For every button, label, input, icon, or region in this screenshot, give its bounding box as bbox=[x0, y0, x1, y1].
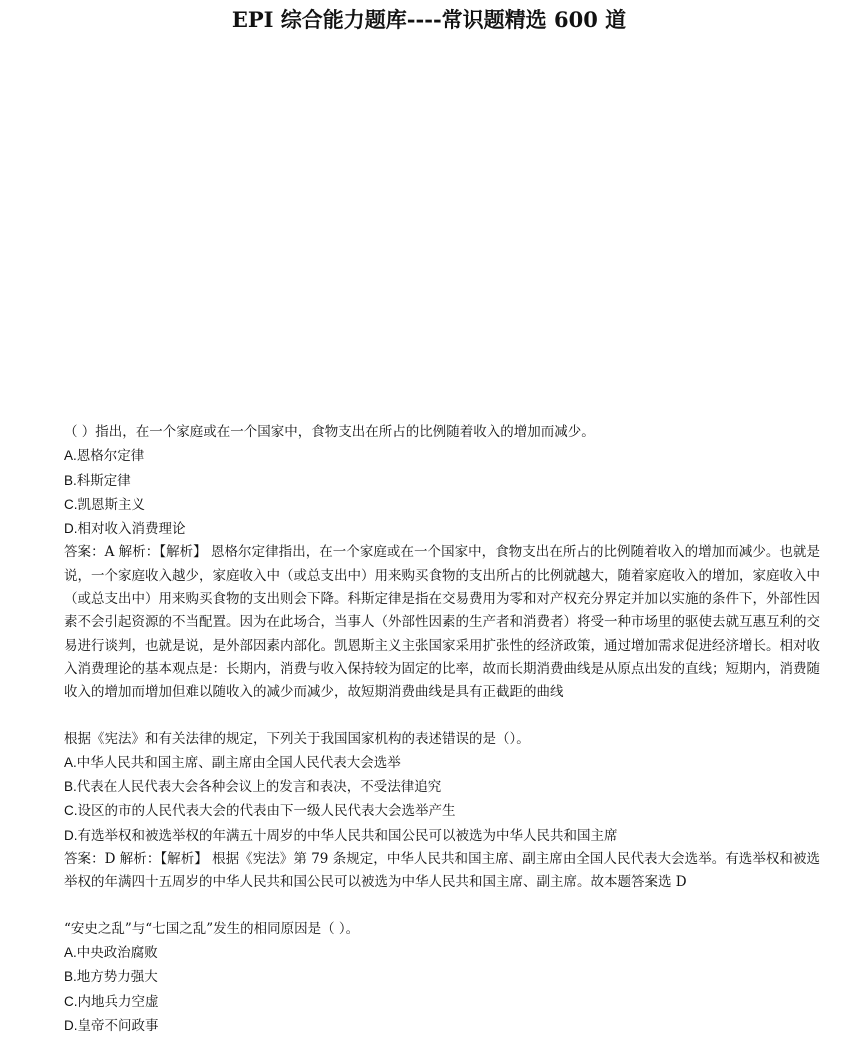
option-d bbox=[64, 824, 820, 848]
option-letter: A. bbox=[64, 754, 77, 770]
option-text: 内地兵力空虚 bbox=[77, 993, 159, 1010]
option-text: 代表在人民代表大会各种会议上的发言和表决，不受法律追究 bbox=[76, 779, 442, 796]
option-text: 有选举权和被选举权的年满五十周岁的中华人民共和国公民可以被选为中华人民共和国主席 bbox=[77, 827, 618, 844]
question-2 bbox=[64, 728, 820, 895]
option-c bbox=[64, 493, 820, 517]
option-text: 中华人民共和国主席、副主席由全国人民代表大会选举 bbox=[76, 754, 401, 771]
option-letter: D. bbox=[64, 521, 78, 537]
document-title: EPI 综合能力题库----常识题精选 600 道 bbox=[231, 7, 627, 32]
option-text: 皇帝不问政事 bbox=[77, 1017, 159, 1034]
option-letter: D. bbox=[64, 827, 78, 843]
question-stem: 根据《宪法》和有关法律的规定，下列关于我国国家机构的表述错误的是（）。 bbox=[64, 730, 530, 747]
option-b bbox=[64, 965, 820, 989]
question-stem: “安史之乱”与“七国之乱”发生的相同原因是（ ）。 bbox=[64, 920, 360, 937]
option-a bbox=[64, 941, 820, 965]
option-text: 中央政治腐败 bbox=[76, 944, 158, 961]
option-text: 恩格尔定律 bbox=[76, 448, 145, 465]
option-b bbox=[64, 469, 820, 493]
option-text: 地方势力强大 bbox=[76, 969, 158, 986]
option-letter: A. bbox=[64, 944, 77, 960]
option-text: 凯恩斯主义 bbox=[77, 496, 145, 513]
question-1 bbox=[64, 421, 820, 705]
option-d bbox=[64, 1014, 820, 1038]
option-text: 科斯定律 bbox=[76, 472, 131, 489]
answer-explanation: 答案：A 解析：【解析】 恩格尔定律指出，在一个家庭或在一个国家中，食物支出在所占的比例随着收入的增加而减少。也就是说，一个家庭收入越少，家庭收入中（或总支出中）用来购买食物的支出所占的比例就越大，随着家庭收入的增加，家庭收入中（或总支出中）用来购买食物的支出则会下降。科斯定律是指在交易费用为零和对产权充分界定并加以实施的条件下，外部性因素不会引起资源的不当配置。因为在此场合，当事人（外部性因素的生产者和消费者）将受一种市场里的驱使去就互惠互利的交易进行谈判，也就是说，是外部因素内部化。凯恩斯主义主张国家采用扩张性的经济政策，通过增加需求促进经济增长。相对收入消费理论的基本观点是：长期内，消费与收入保持较为固定的比率，故而长期消费曲线是从原点出发的直线；短期内，消费随收入的增加而增加但难以随收入的减少而减少，故短期消费曲线是具有正截距的曲线 bbox=[64, 544, 820, 701]
option-letter: C. bbox=[64, 496, 78, 512]
option-letter: C. bbox=[64, 803, 78, 819]
option-letter: D. bbox=[64, 1017, 78, 1033]
option-letter: A. bbox=[64, 448, 77, 464]
option-letter: B. bbox=[64, 969, 77, 985]
option-text: 相对收入消费理论 bbox=[77, 521, 186, 538]
option-letter: C. bbox=[64, 993, 78, 1009]
option-d bbox=[64, 517, 820, 541]
option-a bbox=[64, 751, 820, 775]
question-stem: （ ）指出，在一个家庭或在一个国家中，食物支出在所占的比例随着收入的增加而减少。 bbox=[64, 424, 595, 440]
question-3 bbox=[64, 918, 820, 1038]
option-text: 设区的市的人民代表大会的代表由下一级人民代表大会选举产生 bbox=[77, 803, 456, 820]
option-c bbox=[64, 799, 820, 823]
question-list bbox=[64, 421, 820, 1038]
option-b bbox=[64, 775, 820, 799]
option-a bbox=[64, 444, 820, 468]
answer-explanation: 答案：D 解析：【解析】 根据《宪法》第 79 条规定，中华人民共和国主席、副主席由全国人民代表大会选举。有选举权和被选举权的年满四十五周岁的中华人民共和国公民可以被选为中华人民共和国主席、副主席。故本题答案选 D bbox=[64, 851, 820, 891]
option-letter: B. bbox=[64, 779, 77, 795]
option-c bbox=[64, 990, 820, 1014]
option-letter: B. bbox=[64, 472, 77, 488]
